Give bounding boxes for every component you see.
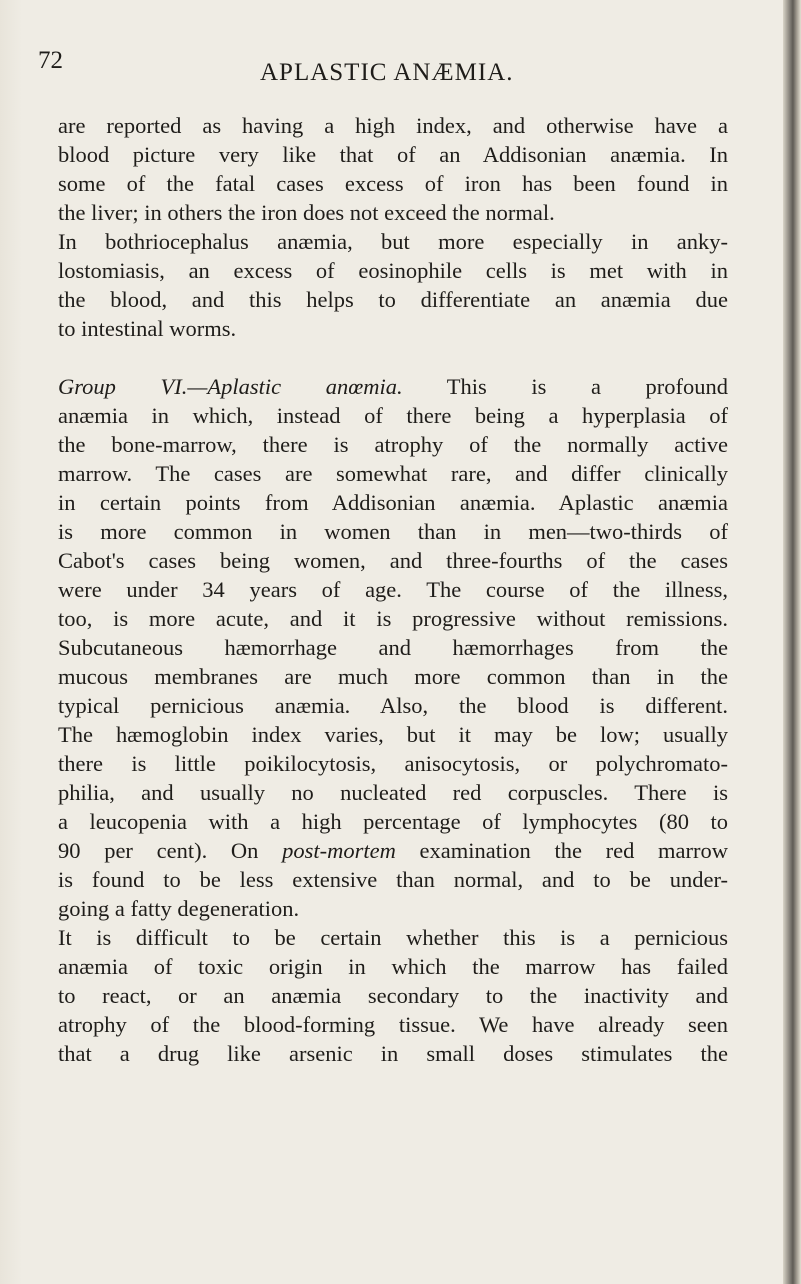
- text-line: Cabot's cases being women, and three-fourths of the cases: [58, 548, 728, 573]
- text-line: blood picture very like that of an Addisonian anæmia. In: [58, 142, 728, 167]
- text-line: is more common in women than in men—two-thirds of: [58, 519, 728, 544]
- text-line: philia, and usually no nucleated red corpuscles. There is: [58, 780, 728, 805]
- postmortem-line-after: examination the red marrow: [419, 838, 729, 863]
- text-line: were under 34 years of age. The course of the illness,: [58, 577, 728, 602]
- postmortem-line-before: 90 per cent). On: [58, 838, 259, 863]
- text-line: the liver; in others the iron does not exceed the normal.: [58, 200, 555, 225]
- page-edge-shadow: [783, 0, 801, 1284]
- postmortem-term: post-mortem: [282, 838, 396, 863]
- paragraph-gap: [58, 343, 728, 372]
- text-line: too, is more acute, and it is progressive without remissions.: [58, 606, 728, 631]
- text-line: It is difficult to be certain whether this is a pernicious: [58, 925, 728, 950]
- text-line: Subcutaneous hæmorrhage and hæmorrhages from the: [58, 635, 728, 660]
- text-line: In bothriocephalus anæmia, but more especially in anky-: [58, 229, 728, 254]
- text-line: atrophy of the blood-forming tissue. We have already seen: [58, 1012, 728, 1037]
- text-line: mucous membranes are much more common than in the: [58, 664, 728, 689]
- text-line: is found to be less extensive than normal, and to be under-: [58, 867, 728, 892]
- text-line: marrow. The cases are somewhat rare, and differ clinically: [58, 461, 728, 486]
- text-line: in certain points from Addisonian anæmia. Aplastic anæmia: [58, 490, 728, 515]
- heading-line-rest: This is a profound: [446, 374, 728, 399]
- text-line: to intestinal worms.: [58, 316, 237, 341]
- text-line: anæmia in which, instead of there being a hyperplasia of: [58, 403, 728, 428]
- running-head: APLASTIC ANÆMIA.: [260, 59, 514, 86]
- page-gutter-shade: [0, 0, 22, 1284]
- section-heading: Group VI.—Aplastic anœmia.: [58, 374, 403, 399]
- postmortem-line: [58, 836, 728, 865]
- text-line: there is little poikilocytosis, anisocytosis, or polychromato-: [58, 751, 728, 776]
- text-line: lostomiasis, an excess of eosinophile cells is met with in: [58, 258, 728, 283]
- text-line: The hæmoglobin index varies, but it may be low; usually: [58, 722, 728, 747]
- text-line: going a fatty degeneration.: [58, 896, 300, 921]
- text-line: the blood, and this helps to differentiate an anæmia due: [58, 287, 728, 312]
- page-body: [58, 111, 728, 1068]
- text-line: are reported as having a high index, and otherwise have a: [58, 113, 728, 138]
- section-heading-line: [58, 372, 728, 401]
- text-line: to react, or an anæmia secondary to the inactivity and: [58, 983, 728, 1008]
- text-line: anæmia of toxic origin in which the marrow has failed: [58, 954, 728, 979]
- text-line: that a drug like arsenic in small doses stimulates the: [58, 1041, 728, 1066]
- text-line: the bone-marrow, there is atrophy of the normally active: [58, 432, 728, 457]
- page-number: 72: [38, 47, 63, 74]
- text-line: a leucopenia with a high percentage of lymphocytes (80 to: [58, 809, 728, 834]
- text-line: typical pernicious anæmia. Also, the blood is different.: [58, 693, 728, 718]
- text-line: some of the fatal cases excess of iron has been found in: [58, 171, 728, 196]
